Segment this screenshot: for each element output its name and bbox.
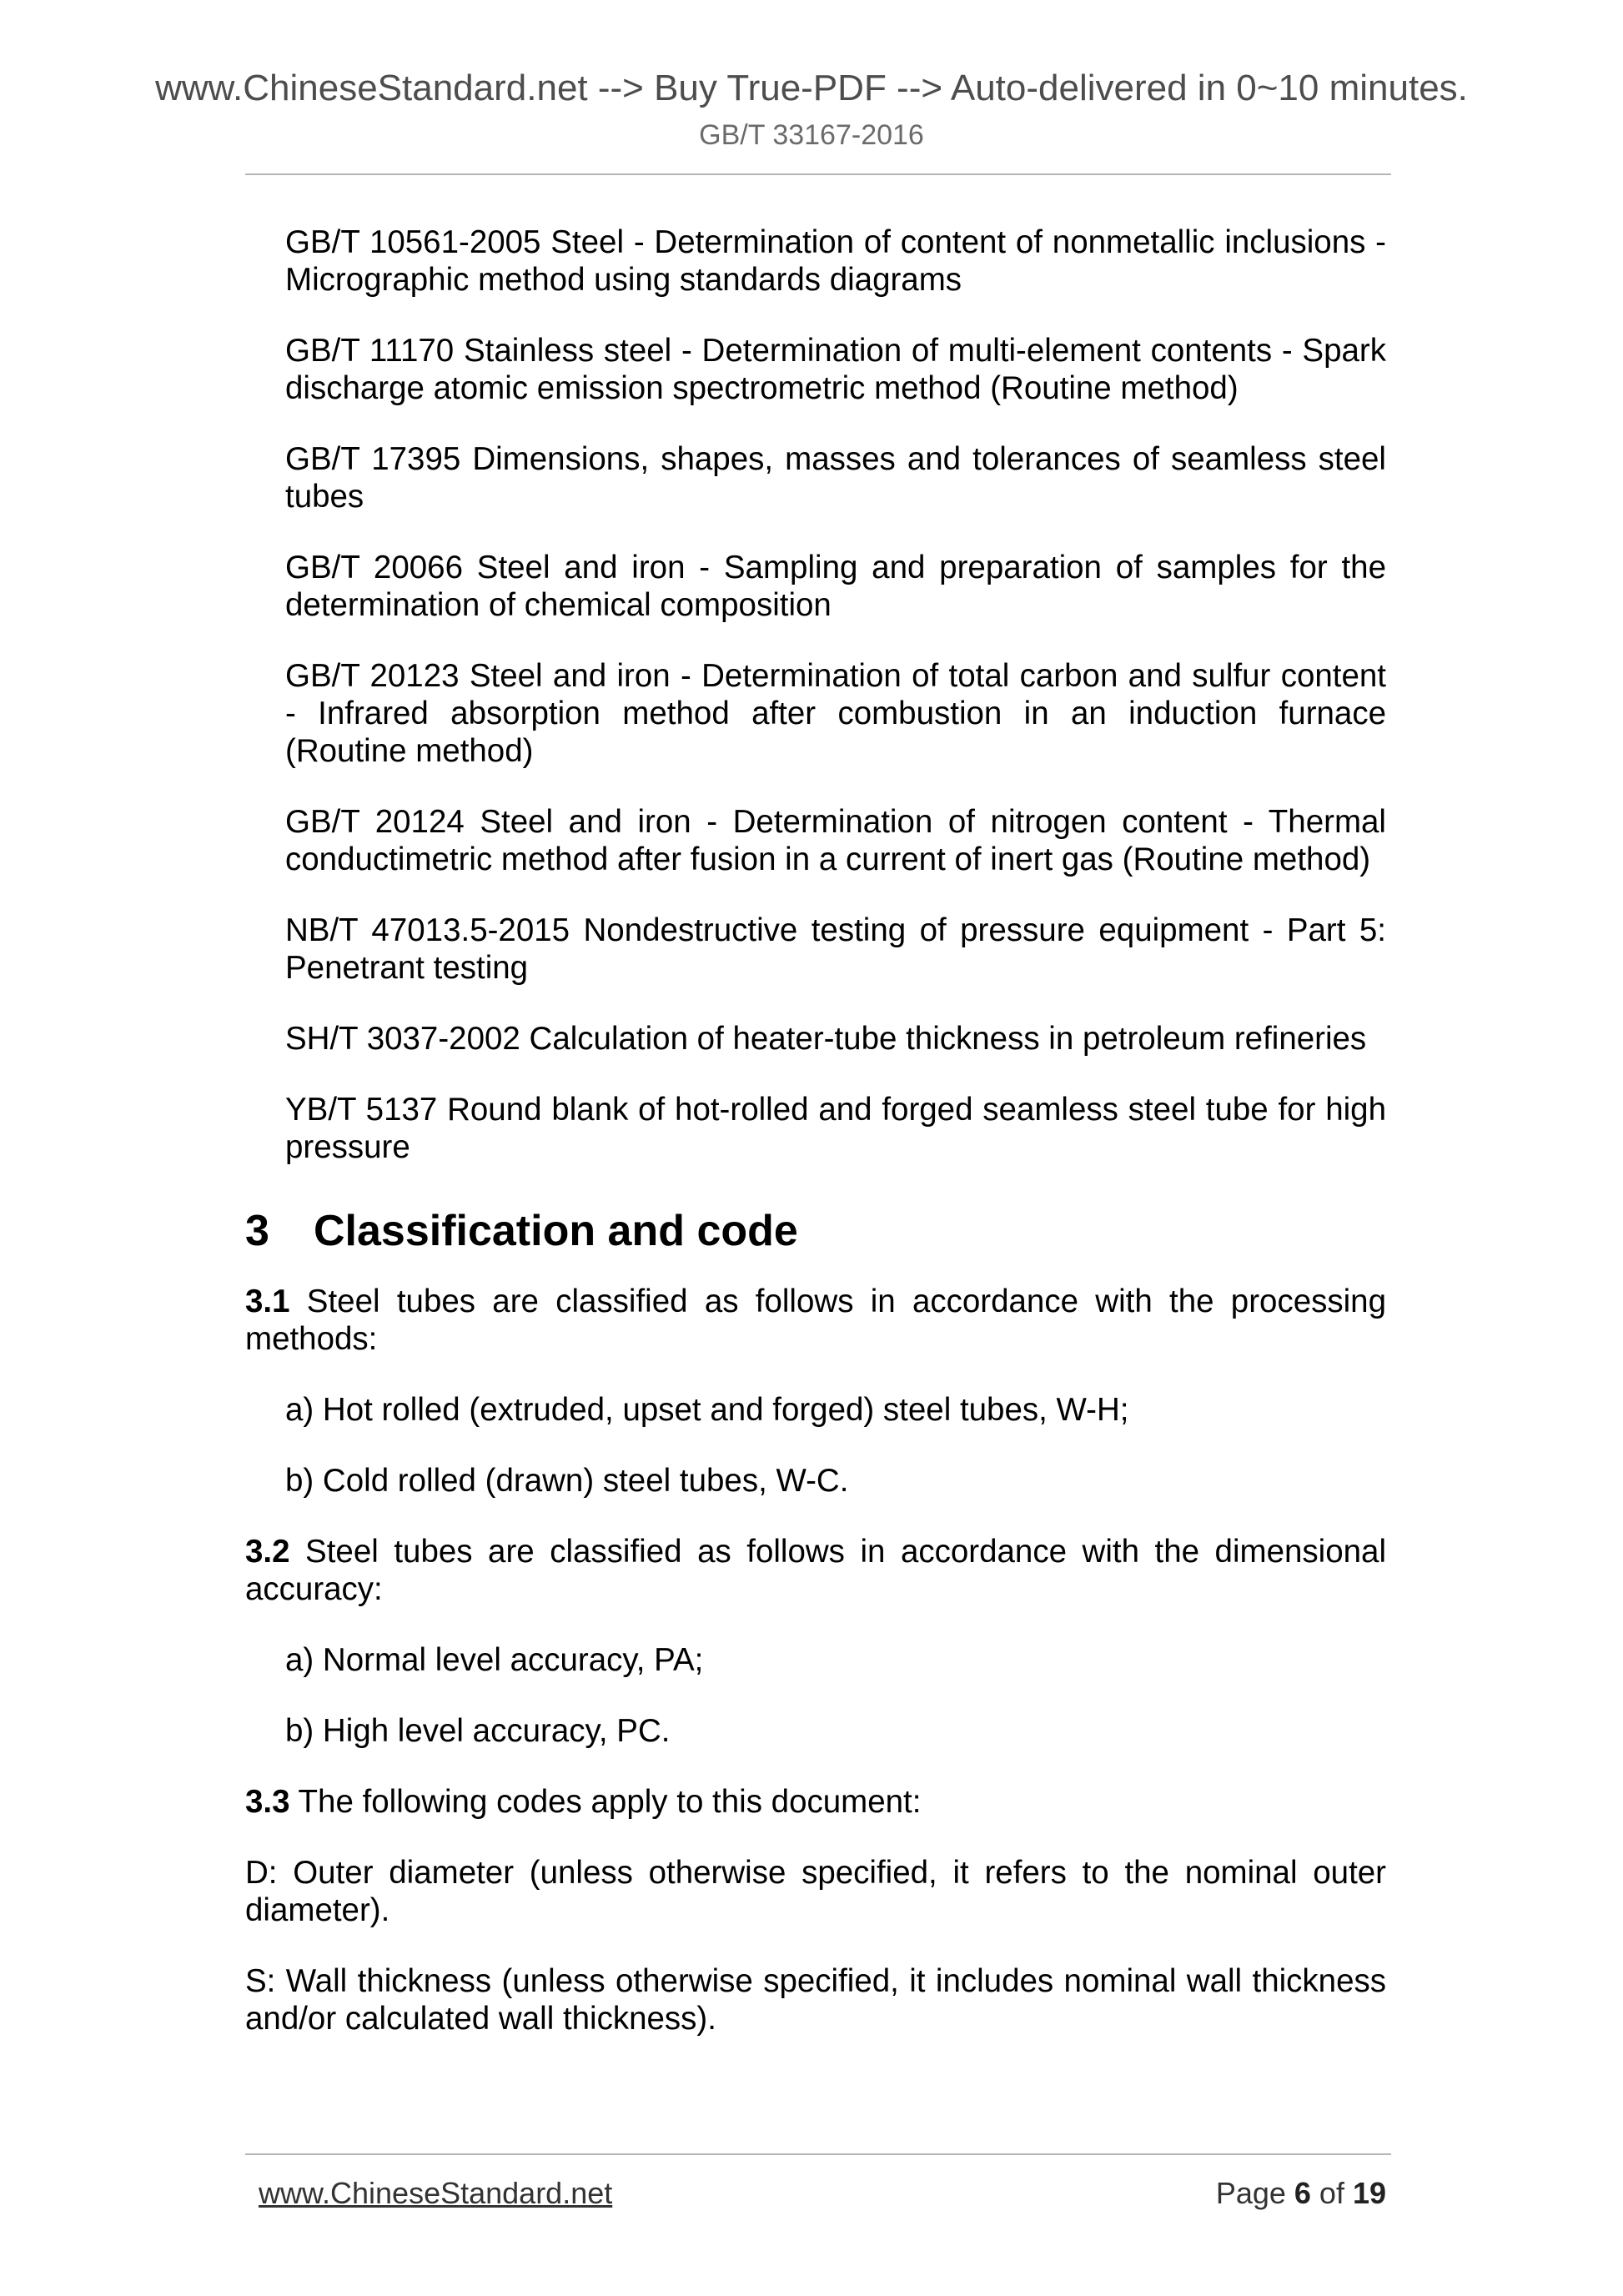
reference-item: GB/T 20123 Steel and iron - Determination of total carbon and sulfur content - Infrared absorption method after combustion in an induction furnace (Routine method): [285, 658, 1386, 769]
reference-item: GB/T 20066 Steel and iron - Sampling and preparation of samples for the determination of chemical composition: [285, 550, 1386, 623]
reference-item: GB/T 11170 Stainless steel - Determination of multi-element contents - Spark discharge atomic emission spectrometric method (Routine method): [285, 333, 1386, 406]
reference-item: NB/T 47013.5-2015 Nondestructive testing of pressure equipment - Part 5: Penetrant testing: [285, 912, 1386, 986]
list-item: a) Normal level accuracy, PA;: [285, 1642, 704, 1678]
clause-text: Steel tubes are classified as follows in accordance with the dimensional accuracy:: [245, 1534, 1386, 1607]
page-label: Page: [1215, 2176, 1294, 2210]
section-title: Classification and code: [314, 1207, 798, 1255]
code-definition: S: Wall thickness (unless otherwise specified, it includes nominal wall thickness and/or calculated wall thickness).: [245, 1963, 1386, 2037]
footer-website-link[interactable]: www.ChineseStandard.net: [259, 2176, 613, 2210]
list-item: b) High level accuracy, PC.: [285, 1713, 671, 1749]
section-number: 3: [245, 1207, 269, 1255]
header-banner: www.ChineseStandard.net --> Buy True-PDF --> Auto-delivered in 0~10 minutes.: [155, 68, 1468, 108]
footer-divider: [245, 2153, 1391, 2155]
reference-item: GB/T 10561-2005 Steel - Determination of content of nonmetallic inclusions - Micrographic method using standards diagrams: [285, 224, 1386, 298]
current-page: 6: [1294, 2176, 1311, 2210]
clause-3-3: [245, 1783, 1386, 1821]
clause-number: 3.2: [245, 1534, 290, 1570]
total-pages: 19: [1352, 2176, 1386, 2210]
list-item: b) Cold rolled (drawn) steel tubes, W-C.: [285, 1463, 849, 1499]
header-divider: [245, 173, 1391, 175]
clause-text: Steel tubes are classified as follows in accordance with the processing methods:: [245, 1284, 1386, 1357]
clause-3-1: [245, 1283, 1386, 1358]
clause-text: The following codes apply to this document:: [289, 1784, 922, 1820]
header-doc-code: GB/T 33167-2016: [699, 119, 924, 151]
clause-3-2: [245, 1533, 1386, 1608]
reference-item: SH/T 3037-2002 Calculation of heater-tube thickness in petroleum refineries: [285, 1021, 1367, 1057]
footer-page-number: [1216, 2175, 1386, 2212]
reference-item: GB/T 20124 Steel and iron - Determination of nitrogen content - Thermal conductimetric method after fusion in a current of inert gas (Routine method): [285, 804, 1386, 877]
list-item: a) Hot rolled (extruded, upset and forged) steel tubes, W-H;: [285, 1392, 1129, 1428]
reference-item: GB/T 17395 Dimensions, shapes, masses and tolerances of seamless steel tubes: [285, 441, 1386, 515]
section-heading: [245, 1206, 1386, 1256]
of-label: of: [1310, 2176, 1353, 2210]
clause-number: 3.3: [245, 1784, 290, 1820]
clause-number: 3.1: [245, 1284, 290, 1319]
document-body: [245, 224, 1386, 2071]
code-definition: D: Outer diameter (unless otherwise specified, it refers to the nominal outer diameter).: [245, 1855, 1386, 1928]
reference-item: YB/T 5137 Round blank of hot-rolled and forged seamless steel tube for high pressure: [285, 1092, 1386, 1165]
